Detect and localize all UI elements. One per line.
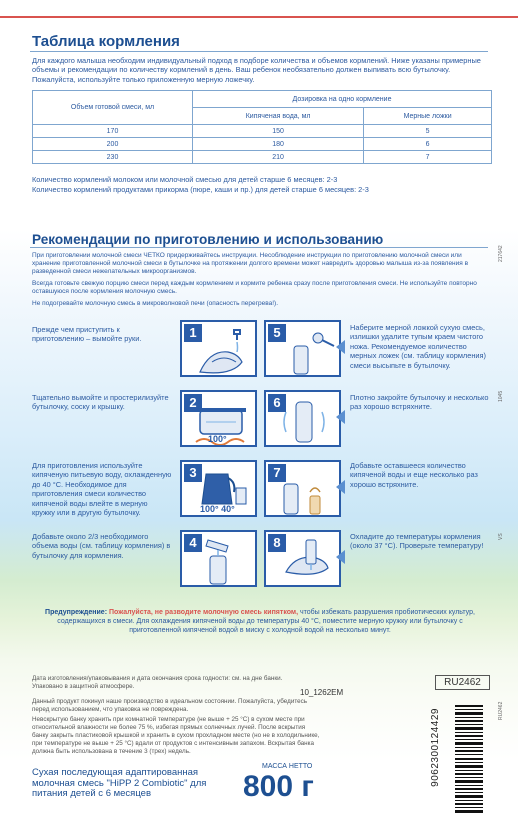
step-2-image bbox=[180, 390, 257, 447]
cell-water: 150 bbox=[193, 125, 364, 138]
top-red-line bbox=[0, 16, 518, 18]
table-row bbox=[33, 125, 492, 138]
step-5-image bbox=[264, 320, 341, 377]
cell-volume: 230 bbox=[33, 151, 193, 164]
title-underline bbox=[30, 247, 488, 248]
step-1-number: 1 bbox=[184, 324, 202, 342]
step-8-image bbox=[264, 530, 341, 587]
arrow-left-icon bbox=[336, 340, 345, 354]
table-row bbox=[33, 138, 492, 151]
arrow-left-icon bbox=[336, 550, 345, 564]
warning-red-text: Пожалуйста, не разводите молочную смесь кипятком, bbox=[108, 609, 299, 616]
feeding-notes bbox=[32, 175, 492, 195]
feeding-table-title: Таблица кормления bbox=[32, 33, 180, 50]
mass-label: МАССА НЕТТО bbox=[262, 763, 313, 770]
storage-info: Невскрытую банку хранить при комнатной температуре (не выше + 25 °С) в сухом месте при относительной влажности не более 75 %, избегая прямых солнечных лучей. После вскрытия банку закрыть пластиковой крышкой и хранить в сухом прохладном месте (но не в холодильнике, при температуре не выше + 25 °С) вдали от продуктов с интенсивным запахом. Вскрытая банка должна быть использована в течение 3 (трех) недель. bbox=[32, 716, 320, 755]
step-8-number: 8 bbox=[268, 534, 286, 552]
side-code-1: 217642 bbox=[498, 245, 504, 262]
prep-paragraph-3: Не подогревайте молочную смесь в микроволновой печи (опасность перегрева!). bbox=[32, 300, 279, 307]
table-row bbox=[33, 151, 492, 164]
cell-volume: 200 bbox=[33, 138, 193, 151]
cell-water: 180 bbox=[193, 138, 364, 151]
step-6-number: 6 bbox=[268, 394, 286, 412]
col-dosage-header: Дозировка на одно кормление bbox=[193, 91, 492, 108]
step-6-image bbox=[264, 390, 341, 447]
step-4-image bbox=[180, 530, 257, 587]
product-name: Сухая последующая адаптированная молочная смесь "HiPP 2 Combiotic" для питания детей с 6 месяцев bbox=[32, 767, 207, 799]
ru-code: RU2462 bbox=[435, 675, 490, 690]
side-code-3: VS bbox=[498, 533, 504, 540]
title-underline bbox=[30, 51, 488, 52]
feeding-note-milk: Количество кормлений молоком или молочной смесью для детей старше 6 месяцев: 2-3 bbox=[32, 175, 338, 184]
step-3-text: Для приготовления используйте кипяченую питьевую воду, охлажденную до 40 °С. Необходимое для приготовления смеси количество кипяченой воды влейте в мерную кружку или в другую бутылочку. bbox=[32, 461, 172, 518]
batch-code: 10_1262EM bbox=[300, 688, 344, 697]
prep-paragraph-2: Всегда готовьте свежую порцию смеси перед каждым кормлением и кормите ребенка сразу после приготовления смеси. Не используйте повторно оставшуюся после кормления молочную смесь. bbox=[32, 280, 477, 296]
quality-info: Данный продукт покинул наше производство в идеальном состоянии. Пожалуйста, убедитесь перед использованием, что упаковка не повреждена. bbox=[32, 698, 308, 713]
step-3-image bbox=[180, 460, 257, 517]
side-code-2: 1045 bbox=[498, 390, 504, 402]
cell-volume: 170 bbox=[33, 125, 193, 138]
step-3-number: 3 bbox=[184, 464, 202, 482]
step-2-text: Тщательно вымойте и простерилизуйте бутылочку, соску и крышку. bbox=[32, 393, 169, 412]
cell-water: 210 bbox=[193, 151, 364, 164]
cell-spoons: 7 bbox=[364, 151, 492, 164]
warning-text: чтобы избежать разрушения пробиотических культур, содержащихся в смеси. Для охлаждения кипяченой воды до температуры 40 °С, поместите мерную кружку или бутылочку с приготовленной кипяченой водой в миску с холодной водой на несколько минут. bbox=[57, 609, 475, 634]
cell-spoons: 6 bbox=[364, 138, 492, 151]
col-spoons-header: Мерные ложки bbox=[364, 108, 492, 125]
step-5-text: Наберите мерной ложкой сухую смесь, излишки удалите тупым краем чистого ножа. Рекомендуемое количество мерных ложек (см. таблицу кормления) смеси высыпьте в бутылочку. bbox=[350, 323, 487, 370]
step-1-text: Прежде чем приступить к приготовлению – вымойте руки. bbox=[32, 325, 142, 344]
step-7-text: Добавьте оставшееся количество кипяченой воды и еще несколько раз хорошо встряхните. bbox=[350, 461, 478, 489]
step-2-number: 2 bbox=[184, 394, 202, 412]
prep-paragraph-1: При приготовлении молочной смеси ЧЕТКО придерживайтесь инструкции. Несоблюдение инструкции по приготовлению молочной смеси или хранение приготовленной молочной смеси в бутылочке на протяжении долгого времени может навредить здоровью малыша из-за появления в разведенной смеси нежелательных микроорганизмов. bbox=[32, 252, 469, 276]
barcode-number: 9062300124429 bbox=[430, 708, 441, 787]
feeding-table bbox=[32, 90, 492, 164]
warning-label: Предупреждение: bbox=[45, 609, 108, 616]
barcode-icon bbox=[455, 705, 483, 815]
cell-spoons: 5 bbox=[364, 125, 492, 138]
arrow-left-icon bbox=[336, 410, 345, 424]
step-4-number: 4 bbox=[184, 534, 202, 552]
step-1-image bbox=[180, 320, 257, 377]
step-5-number: 5 bbox=[268, 324, 286, 342]
step-3-temp: 100° 40° bbox=[200, 504, 235, 514]
step-7-number: 7 bbox=[268, 464, 286, 482]
col-water-header: Кипяченая вода, мл bbox=[193, 108, 364, 125]
step-7-image bbox=[264, 460, 341, 517]
dates-info: Дата изготовления/упаковывания и дата окончания срока годности: см. на дне банки. Упаковано в защитной атмосфере. bbox=[32, 675, 283, 690]
warning-block bbox=[40, 608, 480, 635]
step-6-text: Плотно закройте бутылочку и несколько раз хорошо встряхните. bbox=[350, 393, 489, 412]
side-code-4: RU2462 bbox=[498, 701, 504, 720]
feeding-intro: Для каждого малыша необходим индивидуальный подход в подборе количества и объемов кормлений. Ниже указаны примерные объемы и рекомендации по количеству кормлений в день. Ваш ребенок необязательно должен выпивать всю бутылочку. Пожалуйста, используйте только приложенную мерную ложечку. bbox=[32, 56, 481, 84]
net-weight: 800 г bbox=[243, 770, 314, 803]
col-volume-header: Объем готовой смеси, мл bbox=[33, 91, 193, 125]
arrow-left-icon bbox=[336, 480, 345, 494]
step-8-text: Охладите до температуры кормления (около 37 °С). Проверьте температуру! bbox=[350, 532, 484, 551]
feeding-note-complementary: Количество кормлений продуктами прикорма (пюре, каши и пр.) для детей старше 6 месяцев: 2-3 bbox=[32, 185, 369, 194]
step-4-text: Добавьте около 2/3 необходимого объема воды (см. таблицу кормления) в бутылочку для кормления. bbox=[32, 532, 171, 560]
preparation-title: Рекомендации по приготовлению и использованию bbox=[32, 232, 384, 247]
step-2-temp: 100° bbox=[208, 434, 227, 444]
